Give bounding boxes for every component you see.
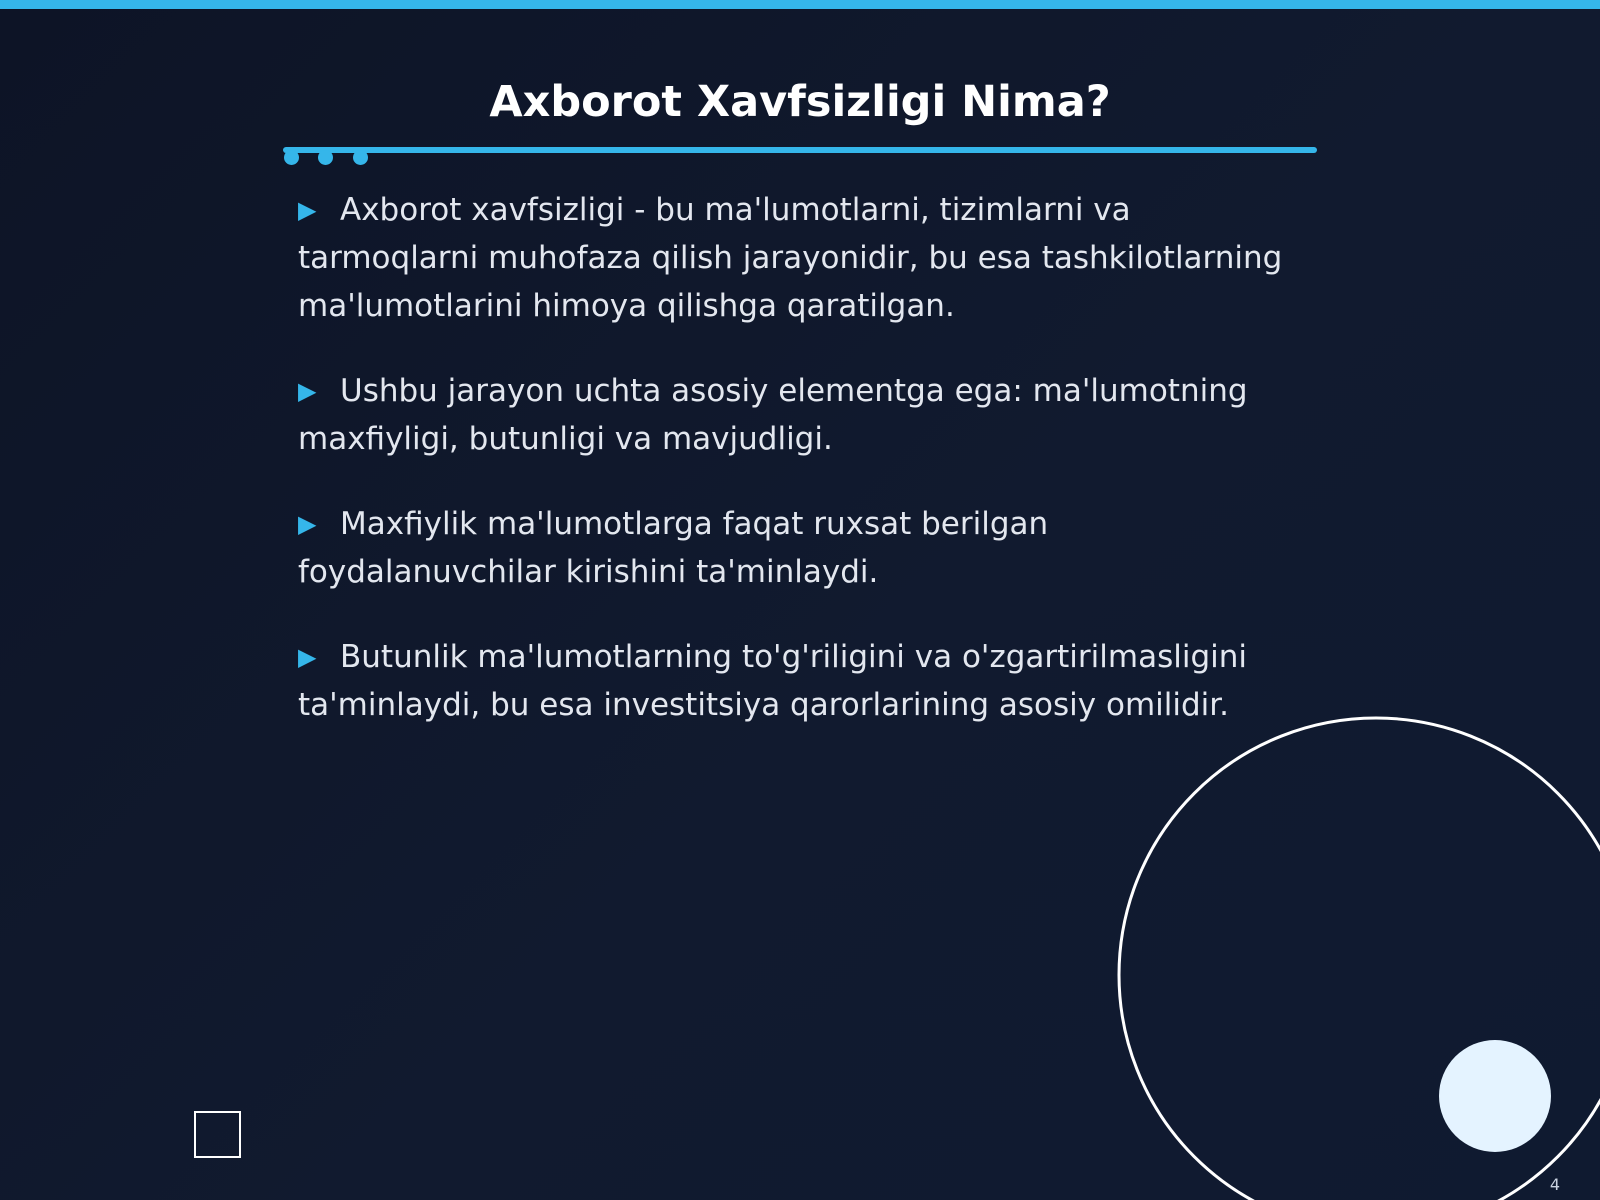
decorative-square bbox=[194, 1111, 241, 1158]
bullet-text: Ushbu jarayon uchta asosiy elementga ega: ma'lumotning maxfiyligi, butunligi va mavjudligi. bbox=[298, 373, 1248, 457]
small-filled-circle bbox=[1439, 1040, 1551, 1152]
play-triangle-icon: ▶ bbox=[298, 510, 317, 538]
play-triangle-icon: ▶ bbox=[298, 643, 317, 671]
page-number: 4 bbox=[1549, 1175, 1560, 1194]
play-triangle-icon: ▶ bbox=[298, 196, 317, 224]
bullet-text: Axborot xavfsizligi - bu ma'lumotlarni, tizimlarni va tarmoqlarni muhofaza qilish jarayonidir, bu esa tashkilotlarning ma'lumotlarini himoya qilishga qaratilgan. bbox=[298, 192, 1283, 324]
play-triangle-icon: ▶ bbox=[298, 377, 317, 405]
slide-title: Axborot Xavfsizligi Nima? bbox=[489, 77, 1111, 127]
bullet-text: Butunlik ma'lumotlarning to'g'riligini va o'zgartirilmasligini ta'minlaydi, bu esa investitsiya qarorlarining asosiy omilidir. bbox=[298, 639, 1248, 723]
bullet-text: Maxfiylik ma'lumotlarga faqat ruxsat berilgan foydalanuvchilar kirishini ta'minlaydi. bbox=[298, 506, 1049, 590]
